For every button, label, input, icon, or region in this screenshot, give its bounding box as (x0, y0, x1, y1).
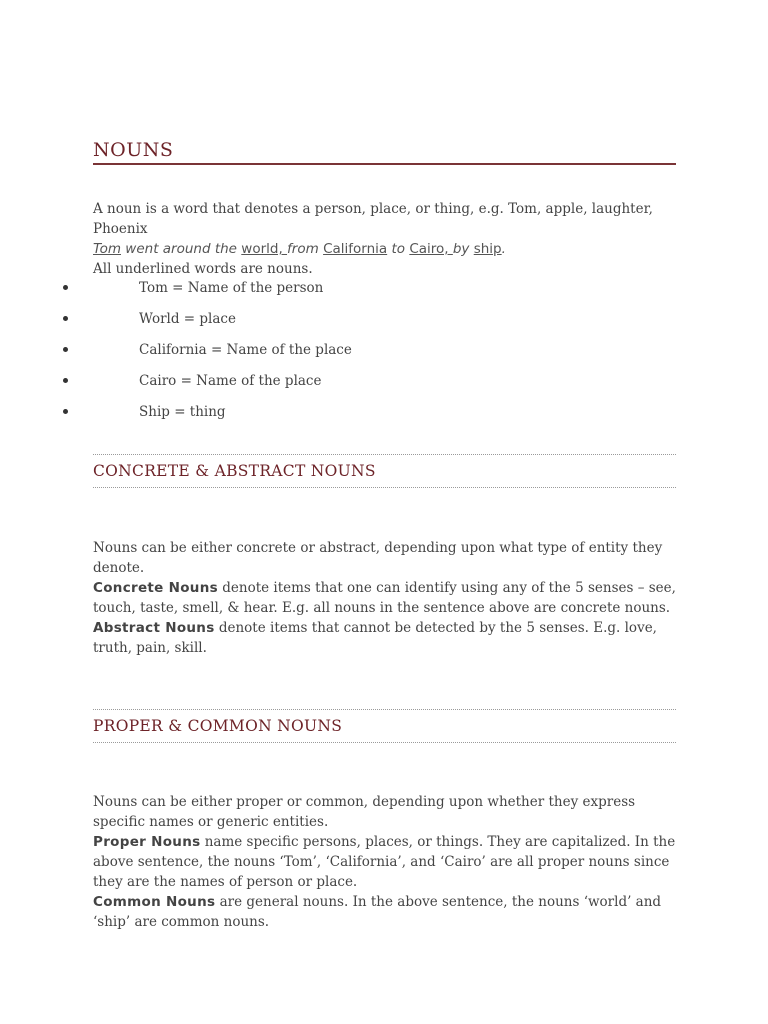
proper-text: name specific persons, places, or things. They are capitalized. In the above sentence, the nouns ‘Tom’, ‘California’, and ‘Cairo’ are all proper nouns since they are the names of person or place. (93, 834, 676, 890)
example-word-cairo: Cairo, (409, 241, 453, 257)
concrete-text: denote items that one can identify using any of the 5 senses – see, touch, taste, smell, & hear. E.g. all nouns in the sentence above are concrete nouns. (93, 580, 676, 616)
section-intro: Nouns can be either proper or common, depending upon whether they express specific names or generic entities. (93, 794, 636, 830)
abstract-text: denote items that cannot be detected by the 5 senses. E.g. love, truth, pain, skill. (93, 620, 657, 656)
list-item-text: World = place (139, 311, 236, 327)
common-definition (93, 892, 676, 932)
list-item-text: Ship = thing (139, 404, 226, 420)
common-term: Common Nouns (93, 894, 216, 910)
proper-term: Proper Nouns (93, 834, 201, 850)
proper-definition (93, 832, 676, 892)
example-word-california: California (323, 241, 388, 257)
bullet-icon (63, 378, 68, 383)
list-item-text: California = Name of the place (139, 342, 352, 358)
common-text: are general nouns. In the above sentence, the nouns ‘world’ and ‘ship’ are common nouns. (93, 894, 662, 930)
list-item (63, 278, 663, 309)
abstract-term: Abstract Nouns (93, 620, 215, 636)
abstract-definition (93, 618, 676, 658)
list-item (63, 340, 663, 371)
example-word-world: world, (241, 241, 288, 257)
example-text: . (501, 241, 506, 257)
list-item (63, 402, 663, 433)
underline-note: All underlined words are nouns. (93, 261, 313, 277)
example-sentence (93, 239, 653, 259)
section-intro: Nouns can be either concrete or abstract, depending upon what type of entity they denote. (93, 540, 663, 576)
section-concrete-abstract (93, 538, 676, 658)
list-item-text: Cairo = Name of the place (139, 373, 322, 389)
list-item (63, 371, 663, 402)
list-item (63, 309, 663, 340)
bullet-icon (63, 316, 68, 321)
noun-definition: A noun is a word that denotes a person, place, or thing, e.g. Tom, apple, laughter, Phoenix (93, 201, 653, 237)
page-title: NOUNS (93, 139, 676, 165)
example-text: by (452, 241, 474, 257)
concrete-definition (93, 578, 676, 618)
example-text: went around the (121, 241, 242, 257)
concrete-term: Concrete Nouns (93, 580, 218, 596)
intro-block (93, 199, 653, 279)
bullet-icon (63, 285, 68, 290)
list-item-text: Tom = Name of the person (139, 280, 324, 296)
example-word-ship: ship (473, 241, 502, 257)
example-word-tom: Tom (93, 241, 121, 257)
example-text: from (287, 241, 324, 257)
section-proper-common (93, 792, 676, 932)
section-heading-concrete-abstract: CONCRETE & ABSTRACT NOUNS (93, 454, 676, 488)
example-text: to (387, 241, 410, 257)
bullet-icon (63, 347, 68, 352)
section-heading-proper-common: PROPER & COMMON NOUNS (93, 709, 676, 743)
bullet-icon (63, 409, 68, 414)
noun-bullet-list (63, 278, 663, 433)
